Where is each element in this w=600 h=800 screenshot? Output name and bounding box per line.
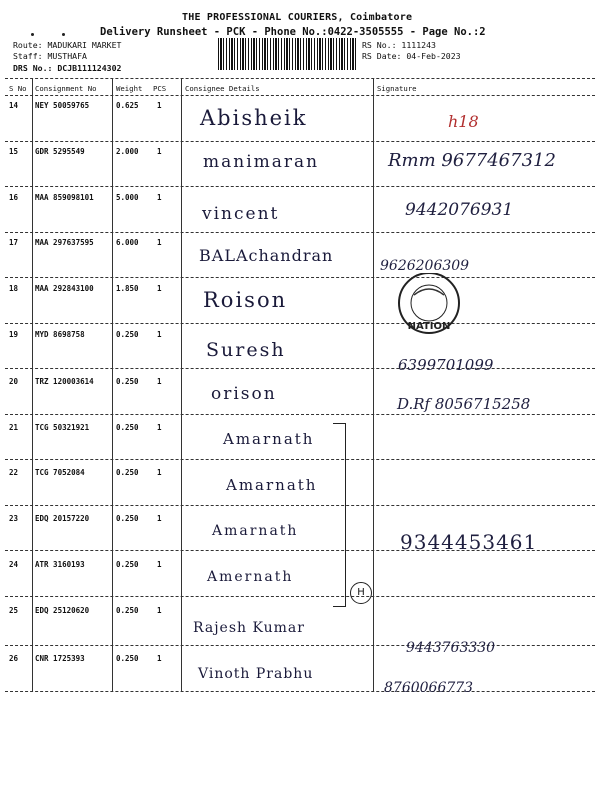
row-rule: [5, 645, 595, 646]
row-weight: 0.250: [116, 377, 139, 386]
row-sno: 18: [9, 284, 19, 293]
row-weight: 0.250: [116, 606, 139, 615]
signature: 9443763330: [406, 640, 496, 656]
row-weight: 5.000: [116, 193, 139, 202]
company-title: THE PROFESSIONAL COURIERS, Coimbatore: [182, 12, 413, 23]
row-weight: 0.250: [116, 330, 139, 339]
signature: 8760066773: [384, 680, 474, 696]
row-consignment: MAA 297637595: [35, 238, 94, 247]
row-pcs: 1: [157, 423, 162, 432]
row-consignment: TRZ 120003614: [35, 377, 94, 386]
consignee-name: Amarnath: [226, 476, 318, 494]
table-top-rule: [5, 78, 595, 79]
row-pcs: 1: [157, 101, 162, 110]
consignee-name: Amarnath: [212, 523, 299, 539]
row-weight: 0.250: [116, 654, 139, 663]
signature: 9626206309: [380, 258, 470, 274]
row-weight: 0.250: [116, 468, 139, 477]
row-rule: [5, 414, 595, 415]
row-sno: 22: [9, 468, 19, 477]
signature: 9442076931: [405, 200, 514, 220]
row-rule: [5, 323, 595, 324]
row-rule: [5, 368, 595, 369]
row-consignment: MAA 292843100: [35, 284, 94, 293]
row-consignment: CNR 1725393: [35, 654, 85, 663]
signature: 9344453461: [400, 530, 538, 554]
runsheet-subtitle: Delivery Runsheet - PCK - Phone No.:0422-3505555 - Page No.:2: [100, 26, 486, 38]
rs-number: RS No.: 1111243: [362, 40, 436, 50]
column-divider: [373, 79, 374, 691]
row-pcs: 1: [157, 468, 162, 477]
row-sno: 15: [9, 147, 19, 156]
row-pcs: 1: [157, 147, 162, 156]
row-consignment: ATR 3160193: [35, 560, 85, 569]
column-header-signature: Signature: [377, 84, 417, 93]
row-rule: [5, 459, 595, 460]
row-rule: [5, 277, 595, 278]
column-header-consignee: Consignee Details: [185, 84, 260, 93]
row-weight: 0.250: [116, 560, 139, 569]
row-pcs: 1: [157, 193, 162, 202]
row-consignment: TCG 50321921: [35, 423, 90, 432]
signature: Rmm 9677467312: [388, 150, 556, 171]
consignee-name: BALAchandran: [199, 246, 334, 265]
barcode: [218, 38, 356, 70]
grouping-bracket: [333, 423, 346, 607]
scan-dot: [62, 33, 65, 36]
row-weight: 0.250: [116, 423, 139, 432]
consignee-name: Amarnath: [223, 430, 315, 448]
row-weight: 2.000: [116, 147, 139, 156]
row-rule: [5, 232, 595, 233]
row-pcs: 1: [157, 654, 162, 663]
row-sno: 26: [9, 654, 19, 663]
column-divider: [181, 79, 182, 691]
signature: 6399701099: [398, 356, 494, 374]
consignee-name: Abisheik: [200, 106, 308, 130]
consignee-name: Roison: [203, 288, 288, 312]
consignee-name: manimaran: [203, 152, 320, 172]
row-sno: 14: [9, 101, 19, 110]
row-pcs: 1: [157, 330, 162, 339]
table-bottom-rule: [5, 691, 595, 692]
row-pcs: 1: [157, 238, 162, 247]
row-rule: [5, 141, 595, 142]
row-rule: [5, 505, 595, 506]
column-header-consignment: Consignment No: [35, 84, 97, 93]
circled-mark: H: [350, 582, 372, 604]
route-label: Route: MADUKARI MARKET: [13, 40, 122, 50]
consignee-name: vincent: [202, 204, 280, 224]
row-sno: 19: [9, 330, 19, 339]
row-sno: 20: [9, 377, 19, 386]
column-header-weight: Weight: [116, 84, 143, 93]
signature: D.Rf 8056715258: [397, 395, 531, 413]
row-sno: 25: [9, 606, 19, 615]
row-pcs: 1: [157, 284, 162, 293]
drs-number: DRS No.: DCJB111124302: [13, 63, 122, 73]
scan-dot: [31, 33, 34, 36]
row-weight: 6.000: [116, 238, 139, 247]
row-sno: 21: [9, 423, 19, 432]
row-consignment: GDR 5295549: [35, 147, 85, 156]
row-weight: 1.850: [116, 284, 139, 293]
rs-date: RS Date: 04-Feb-2023: [362, 51, 461, 61]
consignee-name: Amernath: [207, 569, 294, 585]
row-pcs: 1: [157, 560, 162, 569]
row-sno: 24: [9, 560, 19, 569]
row-pcs: 1: [157, 377, 162, 386]
column-header-pcs: PCS: [153, 84, 167, 93]
consignee-name: Rajesh Kumar: [193, 620, 305, 636]
column-header-sno: S No: [9, 84, 27, 93]
consignee-name: Suresh: [206, 339, 286, 361]
consignee-name: orison: [211, 384, 277, 404]
row-consignment: EDQ 20157220: [35, 514, 90, 523]
row-pcs: 1: [157, 606, 162, 615]
row-weight: 0.625: [116, 101, 139, 110]
consignee-name: Vinoth Prabhu: [198, 666, 314, 682]
row-sno: 16: [9, 193, 19, 202]
row-rule: [5, 596, 595, 597]
stamp-text: NATION: [407, 321, 451, 332]
row-pcs: 1: [157, 514, 162, 523]
row-sno: 23: [9, 514, 19, 523]
row-consignment: NEY 50059765: [35, 101, 90, 110]
row-consignment: EDQ 25120620: [35, 606, 90, 615]
staff-label: Staff: MUSTHAFA: [13, 51, 87, 61]
row-consignment: MAA 859098101: [35, 193, 94, 202]
row-sno: 17: [9, 238, 19, 247]
row-consignment: MYD 8698758: [35, 330, 85, 339]
column-divider: [112, 79, 113, 691]
row-rule: [5, 186, 595, 187]
column-divider: [32, 79, 33, 691]
header-rule: [5, 95, 595, 96]
stamp-seal: [392, 273, 466, 337]
row-weight: 0.250: [116, 514, 139, 523]
row-consignment: TCG 7052084: [35, 468, 85, 477]
signature: h18: [448, 112, 479, 131]
